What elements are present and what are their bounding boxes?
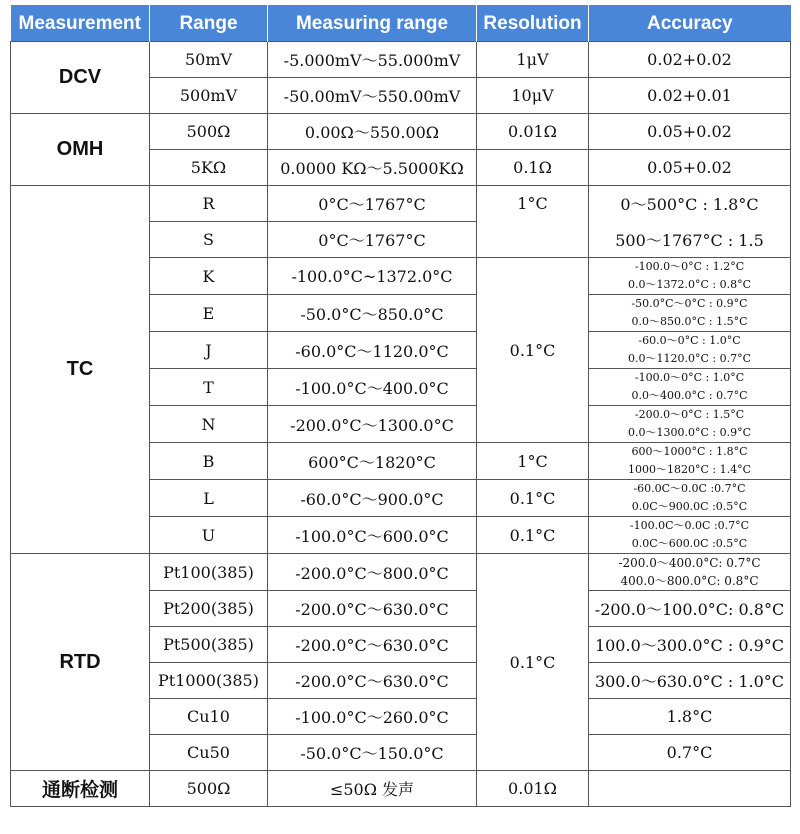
category-rtd: RTD — [11, 554, 150, 771]
range-cell: 500mV — [150, 78, 268, 114]
measuring-cell: -100.0°C～600.0°C — [268, 517, 477, 554]
measuring-cell: -200.0°C～630.0°C — [268, 627, 477, 663]
accuracy-cell — [589, 332, 791, 369]
header-range: Range — [150, 5, 268, 42]
accuracy-cell — [589, 258, 791, 295]
header-resolution: Resolution — [477, 5, 589, 42]
accuracy-cell — [589, 443, 791, 480]
resolution-cell: 0.01Ω — [477, 114, 589, 150]
accuracy-line: -100.0～0°C : 1.0°C — [634, 371, 745, 384]
range-cell: N — [150, 406, 268, 443]
accuracy-cell: -200.0～100.0°C: 0.8°C — [589, 591, 791, 627]
range-cell: 5KΩ — [150, 150, 268, 186]
range-cell: Pt1000(385) — [150, 663, 268, 699]
accuracy-cell — [589, 295, 791, 332]
measuring-cell: -60.0°C～1120.0°C — [268, 332, 477, 369]
category-continuity: 通断检测 — [11, 771, 150, 807]
range-cell: Cu50 — [150, 735, 268, 771]
header-measuring-range — [268, 5, 477, 42]
category-dcv: DCV — [11, 42, 150, 114]
table-row — [11, 42, 791, 78]
accuracy-line: 0.0C～900.0C :0.5°C — [631, 500, 748, 513]
range-cell: E — [150, 295, 268, 332]
category-tc: TC — [11, 186, 150, 554]
measuring-cell: 0.0000 KΩ～5.5000KΩ — [268, 150, 477, 186]
accuracy-cell: 0.05+0.02 — [589, 150, 791, 186]
range-cell: Pt200(385) — [150, 591, 268, 627]
category-omh: OMH — [11, 114, 150, 186]
accuracy-cell: 1.8°C — [589, 699, 791, 735]
resolution-cell: 0.1°C — [477, 517, 589, 554]
accuracy-cell: 100.0～300.0°C : 0.9°C — [589, 627, 791, 663]
range-cell: L — [150, 480, 268, 517]
header-accuracy: Accuracy — [589, 5, 791, 42]
range-cell: Pt500(385) — [150, 627, 268, 663]
measuring-cell: -5.000mV～55.000mV — [268, 42, 477, 78]
accuracy-line: -50.0°C～0°C : 0.9°C — [631, 297, 748, 310]
accuracy-cell — [589, 369, 791, 406]
table-row — [11, 186, 791, 222]
range-cell: K — [150, 258, 268, 295]
accuracy-cell: 0.05+0.02 — [589, 114, 791, 150]
measuring-cell: -60.0°C～900.0°C — [268, 480, 477, 517]
range-cell: 500Ω — [150, 114, 268, 150]
measuring-cell: -50.00mV～550.00mV — [268, 78, 477, 114]
measuring-cell: -100.0°C～260.0°C — [268, 699, 477, 735]
accuracy-line: 0.0～1120.0°C : 0.7°C — [627, 352, 751, 365]
measuring-cell: 0°C～1767°C — [268, 186, 477, 222]
table-row — [11, 114, 791, 150]
accuracy-cell — [589, 406, 791, 443]
resolution-cell: 0.1°C — [477, 258, 589, 443]
accuracy-cell — [589, 771, 791, 807]
measuring-cell: -100.0°C~1372.0°C — [268, 258, 477, 295]
accuracy-line: -200.0～0°C : 1.5°C — [634, 408, 745, 421]
resolution-cell: 0.1Ω — [477, 150, 589, 186]
measuring-cell: -100.0°C～400.0°C — [268, 369, 477, 406]
measuring-cell: 0.00Ω～550.00Ω — [268, 114, 477, 150]
measuring-cell: -200.0°C～1300.0°C — [268, 406, 477, 443]
accuracy-cell: 0.02+0.01 — [589, 78, 791, 114]
measuring-cell: ≤50Ω 发声 — [268, 771, 477, 807]
accuracy-line: -100.0～0°C : 1.2°C — [634, 260, 745, 273]
measuring-cell: -50.0°C～150.0°C — [268, 735, 477, 771]
accuracy-cell — [589, 517, 791, 554]
accuracy-line: 400.0～800.0°C: 0.8°C — [620, 574, 759, 588]
range-cell: U — [150, 517, 268, 554]
table-row — [11, 771, 791, 807]
accuracy-cell: 500～1767°C : 1.5 — [589, 222, 791, 258]
accuracy-line: -200.0～400.0°C: 0.7°C — [618, 556, 761, 570]
accuracy-cell — [589, 554, 791, 591]
accuracy-line: -60.0C～0.0C :0.7°C — [633, 482, 746, 495]
range-cell: S — [150, 222, 268, 258]
range-cell: Pt100(385) — [150, 554, 268, 591]
accuracy-cell: 0.02+0.02 — [589, 42, 791, 78]
accuracy-line: 0.0～400.0°C : 0.7°C — [631, 389, 748, 402]
header-measuring-range-text: Measuring range — [295, 12, 449, 34]
measuring-cell: 600°C～1820°C — [268, 443, 477, 480]
resolution-cell: 1μV — [477, 42, 589, 78]
accuracy-line: 1000～1820°C : 1.4°C — [627, 463, 751, 476]
table-row — [11, 554, 791, 591]
range-cell: R — [150, 186, 268, 222]
accuracy-line: 0.0～850.0°C : 1.5°C — [631, 315, 748, 328]
measuring-cell: -200.0°C～630.0°C — [268, 663, 477, 699]
header-measurement: Measurement — [11, 5, 150, 42]
range-cell: 500Ω — [150, 771, 268, 807]
accuracy-line: 0.0C～600.0C :0.5°C — [631, 537, 748, 550]
range-cell: Cu10 — [150, 699, 268, 735]
accuracy-cell — [589, 480, 791, 517]
range-cell: J — [150, 332, 268, 369]
resolution-cell: 1°C — [477, 443, 589, 480]
measuring-cell: -200.0°C～630.0°C — [268, 591, 477, 627]
accuracy-line: 0.0～1372.0°C : 0.8°C — [627, 278, 751, 291]
range-cell: T — [150, 369, 268, 406]
accuracy-cell: 0～500°C : 1.8°C — [589, 186, 791, 222]
accuracy-cell: 300.0～630.0°C : 1.0°C — [589, 663, 791, 699]
range-cell: B — [150, 443, 268, 480]
measuring-cell: -50.0°C～850.0°C — [268, 295, 477, 332]
resolution-cell: 0.1°C — [477, 554, 589, 771]
resolution-cell: 0.1°C — [477, 480, 589, 517]
measuring-cell: 0°C～1767°C — [268, 222, 477, 258]
resolution-cell: 1°C — [477, 186, 589, 258]
accuracy-cell: 0.7°C — [589, 735, 791, 771]
accuracy-line: -60.0～0°C : 1.0°C — [638, 334, 741, 347]
range-cell: 50mV — [150, 42, 268, 78]
spec-table — [10, 5, 791, 807]
resolution-cell: 10μV — [477, 78, 589, 114]
accuracy-line: 600～1000°C : 1.8°C — [631, 445, 748, 458]
measuring-cell: -200.0°C～800.0°C — [268, 554, 477, 591]
accuracy-line: -100.0C～0.0C :0.7°C — [629, 519, 750, 532]
resolution-cell: 0.01Ω — [477, 771, 589, 807]
accuracy-line: 0.0～1300.0°C : 0.9°C — [627, 426, 751, 439]
header-row — [11, 5, 791, 42]
